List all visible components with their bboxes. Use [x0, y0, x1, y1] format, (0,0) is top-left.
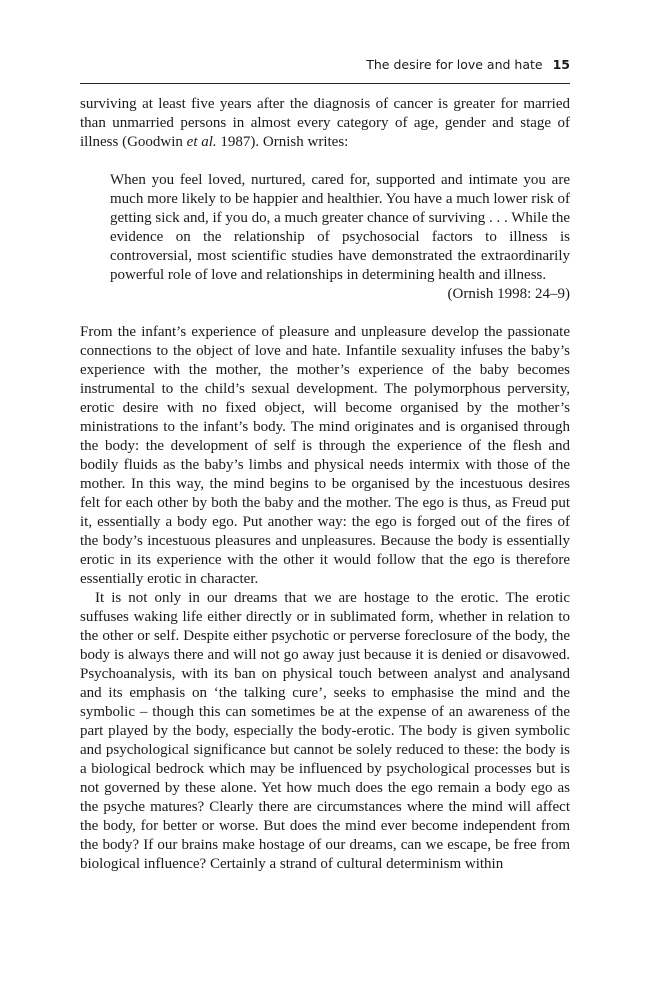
paragraph-text: surviving at least five years after the diagnosis of cancer is greater for married than unmarried persons in almost every category of age, gender and stage of illness (Goodwin — [80, 96, 570, 150]
quote-text: When you feel loved, nurtured, cared for, supported and intimate you are much more likely to be happier and healthier. You have a much lower risk of getting sick and, if you do, a much greater chance of surviving . . . While the evidence on the relationship of psychosocial factors to illness is controversial, most scientific studies have demonstrated the extraordinarily powerful role of love and relationships in determining health and illness. — [110, 172, 571, 283]
paragraph: From the infant’s experience of pleasure and unpleasure develop the passionate connections to the object of love and hate. Infantile sexuality infuses the baby’s experience with the mother, the mother’s experience of the baby becomes instrumental to the child’s sexual development. The polymorphous perversity, erotic desire with no fixed object, will become organised by the mother’s ministrations to the infant’s body. The mind originates and is organised through the body: the development of self is through the experience of the flesh and bodily fluids as the baby’s limbs and physical needs intermix with those of the mother. In this way, the mind begins to be organised by the incestuous desires felt for each other by both the baby and the mother. The ego is thus, as Freud put it, essentially a body ego. Put another way: the ego is forged out of the fires of the body’s incestuous pleasures and unpleasures. Because the body is essentially erotic in its experience with the other it would follow that the ego is therefore essentially erotic in character. — [80, 324, 570, 587]
paragraph-text: 1987). Ornish writes: — [216, 134, 349, 150]
quote-citation: (Ornish 1998: 24–9) — [447, 286, 570, 302]
paragraph: It is not only in our dreams that we are hostage to the erotic. The erotic suffuses waking life either directly or in sublimated form, whether in relation to the other or self. Despite either psychotic or perverse foreclosure of the body, the body is always there and will not go away just because it is denied or disavowed. Psychoanalysis, with its ban on physical touch between analyst and analysand and its emphasis on ‘the talking cure’, seeks to emphasise the mind and the symbolic – though this can sometimes be at the expense of an awareness of the part played by the body, especially the body-erotic. The body is given symbolic and psychological significance but cannot be solely reduced to these: the body is a biological bedrock which may be influenced by psychological processes but is not governed by these alone. Yet how much does the ego remain a body ego as the psyche matures? Clearly there are circumstances where the mind will affect the body, for better or worse. But does the mind ever become independent from the body? If our brains make hostage of our dreams, can we escape, be free from biological influence? Certainly a strand of cultural determinism within — [80, 590, 570, 872]
page-body — [80, 95, 570, 874]
paragraph-continuation — [80, 95, 570, 152]
et-al-italic: et al. — [186, 134, 217, 150]
running-title: The desire for love and hate — [366, 57, 543, 72]
block-quote — [80, 171, 570, 304]
running-header — [80, 57, 570, 84]
page-number: 15 — [552, 57, 570, 72]
